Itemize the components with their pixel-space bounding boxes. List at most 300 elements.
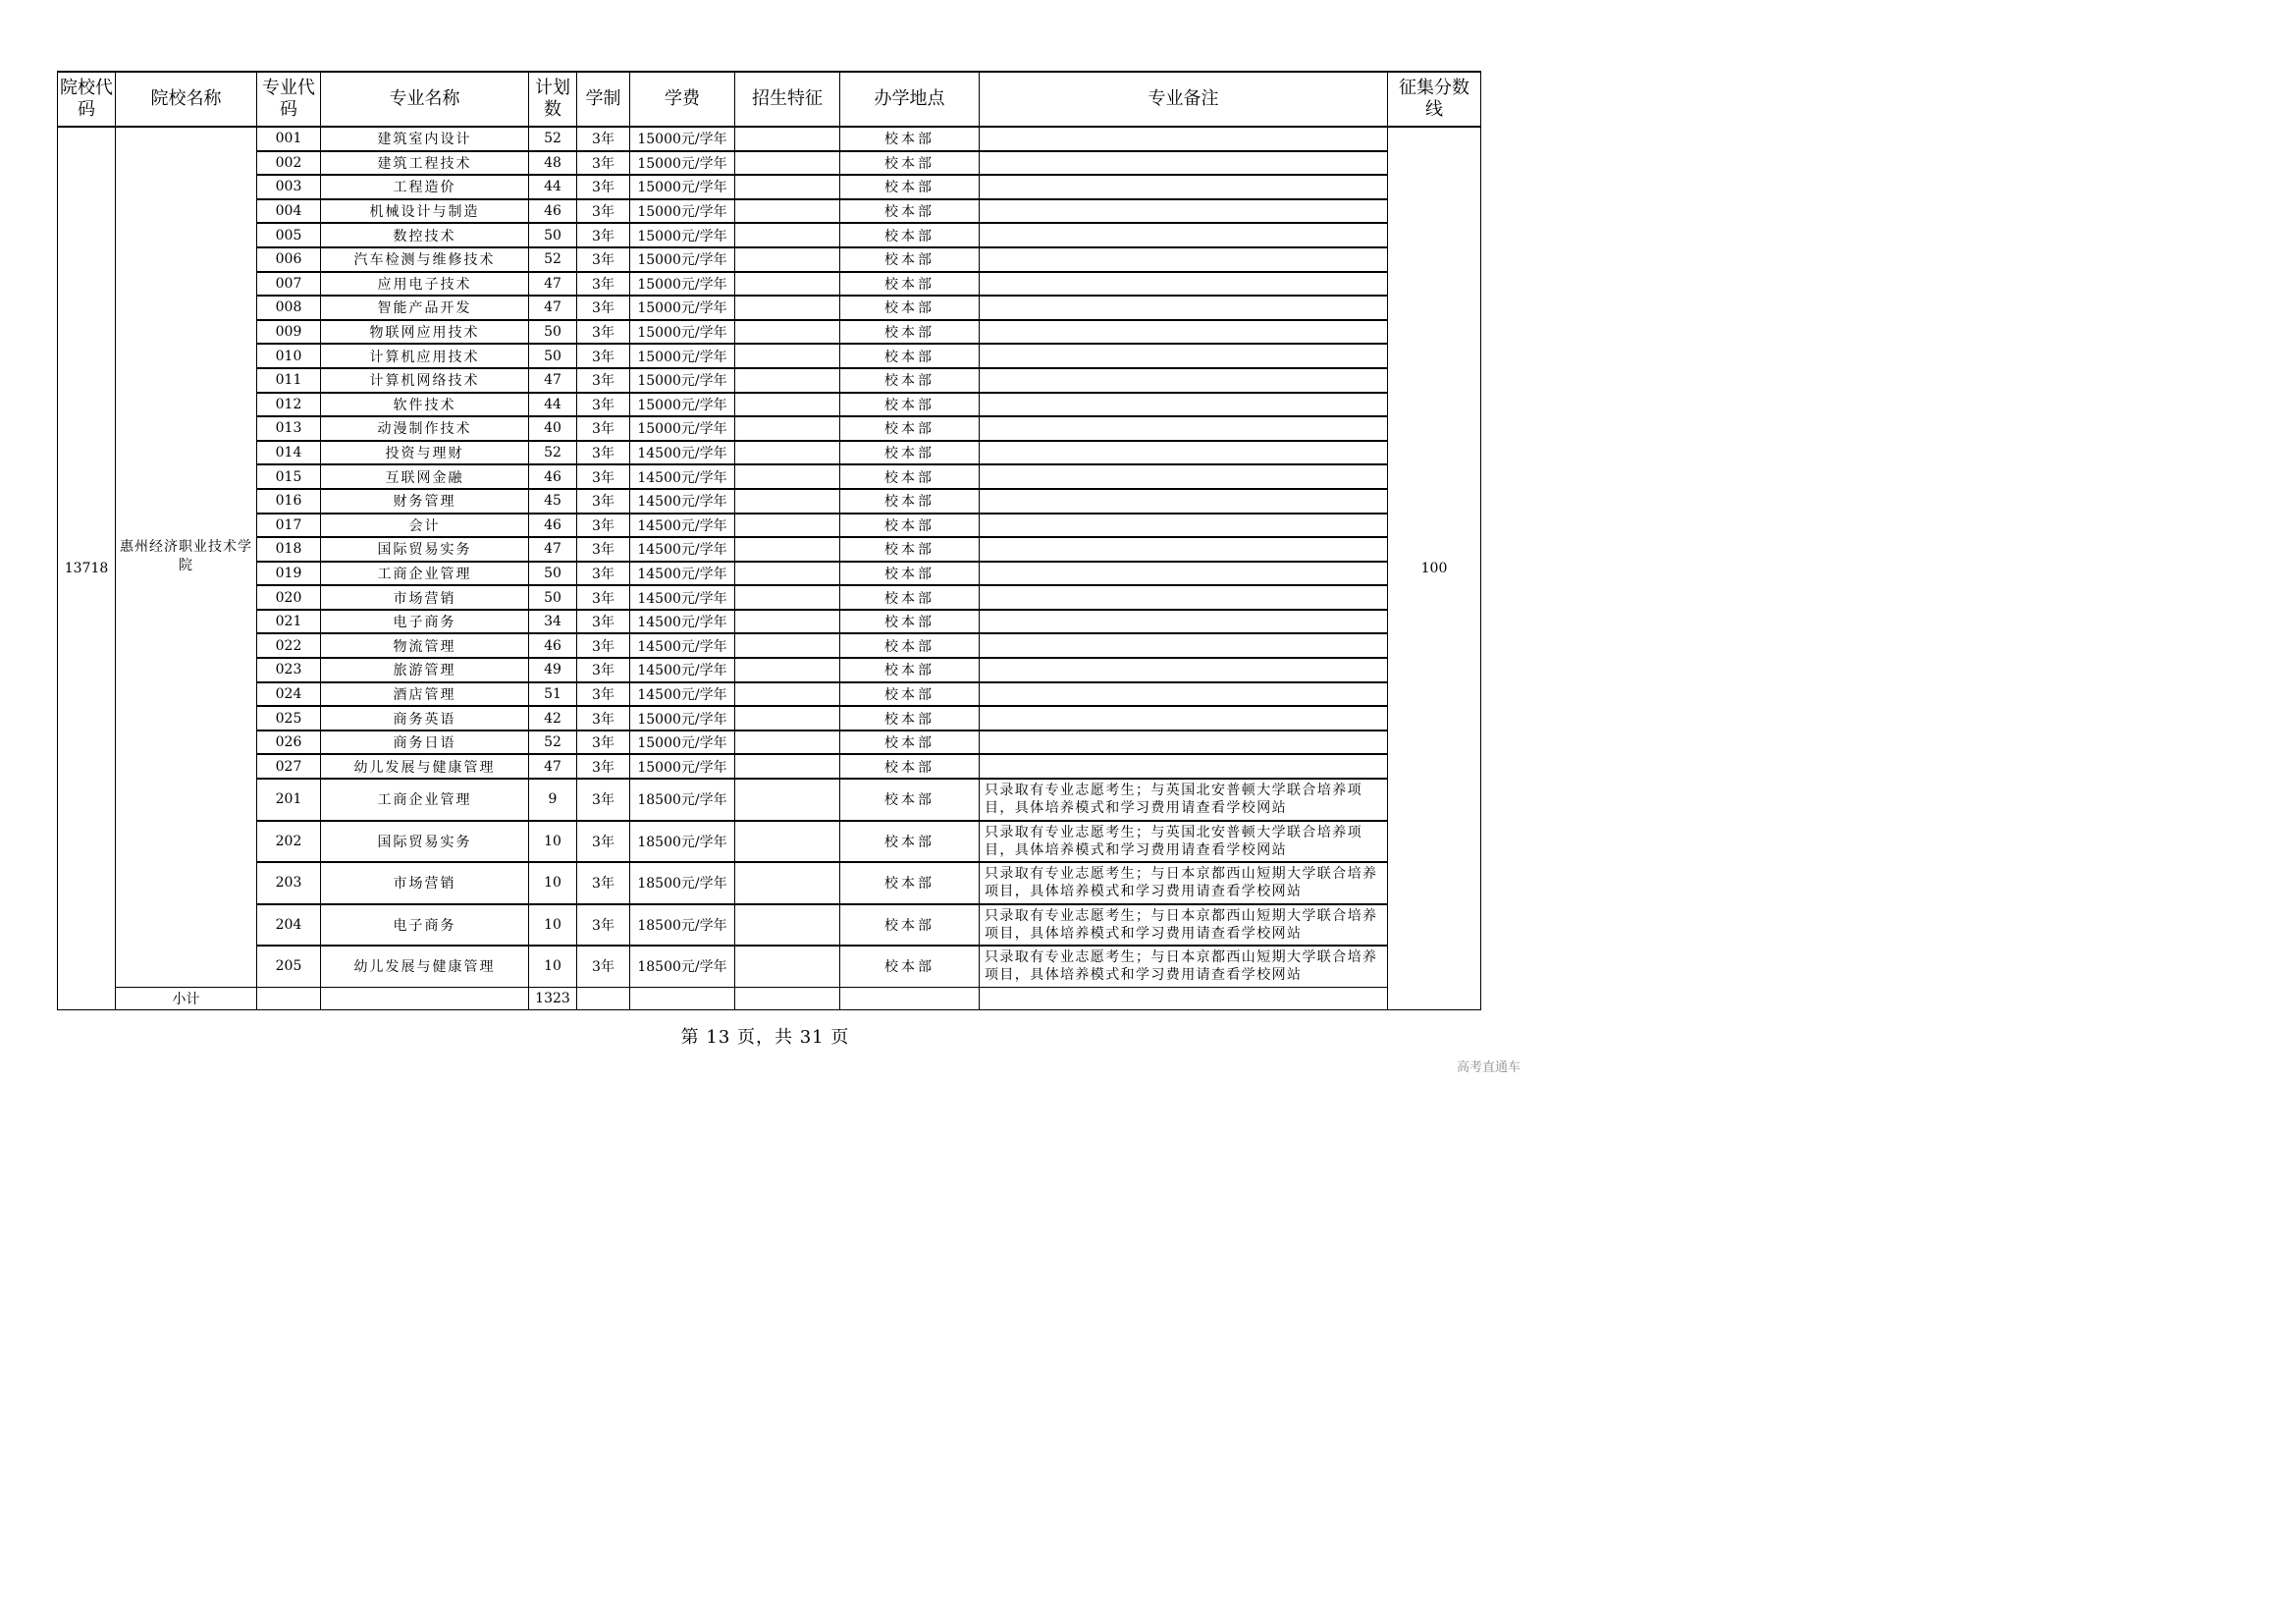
plan-cell: 9 bbox=[529, 779, 577, 821]
remark-cell bbox=[980, 682, 1388, 707]
table-row bbox=[58, 946, 1481, 987]
duration-cell: 3年 bbox=[577, 320, 630, 345]
major-name-cell: 财务管理 bbox=[321, 489, 529, 514]
location-cell: 校本部 bbox=[840, 779, 980, 821]
duration-cell: 3年 bbox=[577, 821, 630, 863]
plan-cell: 46 bbox=[529, 633, 577, 658]
plan-cell: 44 bbox=[529, 393, 577, 417]
major-name-cell: 国际贸易实务 bbox=[321, 821, 529, 863]
location-cell: 校本部 bbox=[840, 658, 980, 682]
duration-cell: 3年 bbox=[577, 489, 630, 514]
feature-cell bbox=[735, 754, 840, 779]
remark-cell bbox=[980, 175, 1388, 199]
duration-cell: 3年 bbox=[577, 393, 630, 417]
major-code-cell: 202 bbox=[257, 821, 321, 863]
location-cell: 校本部 bbox=[840, 441, 980, 465]
tuition-cell: 15000元/学年 bbox=[630, 127, 735, 151]
table-row bbox=[58, 610, 1481, 634]
duration-cell: 3年 bbox=[577, 754, 630, 779]
plan-cell: 47 bbox=[529, 368, 577, 393]
major-code-cell: 019 bbox=[257, 562, 321, 586]
location-cell: 校本部 bbox=[840, 393, 980, 417]
remark-cell bbox=[980, 514, 1388, 538]
remark-cell bbox=[980, 585, 1388, 610]
location-cell: 校本部 bbox=[840, 862, 980, 904]
major-code-cell: 021 bbox=[257, 610, 321, 634]
feature-cell bbox=[735, 946, 840, 987]
header-major-name: 专业名称 bbox=[321, 72, 529, 127]
remark-cell bbox=[980, 223, 1388, 247]
plan-cell: 52 bbox=[529, 441, 577, 465]
major-name-cell: 电子商务 bbox=[321, 610, 529, 634]
major-code-cell: 011 bbox=[257, 368, 321, 393]
major-code-cell: 026 bbox=[257, 731, 321, 755]
header-plan: 计划数 bbox=[529, 72, 577, 127]
duration-cell: 3年 bbox=[577, 904, 630, 947]
feature-cell bbox=[735, 821, 840, 863]
plan-cell: 10 bbox=[529, 821, 577, 863]
location-cell: 校本部 bbox=[840, 537, 980, 562]
plan-cell: 40 bbox=[529, 416, 577, 441]
major-code-cell: 005 bbox=[257, 223, 321, 247]
tuition-cell: 14500元/学年 bbox=[630, 537, 735, 562]
remark-cell bbox=[980, 633, 1388, 658]
remark-cell bbox=[980, 320, 1388, 345]
remark-cell bbox=[980, 393, 1388, 417]
feature-cell bbox=[735, 514, 840, 538]
major-name-cell: 智能产品开发 bbox=[321, 296, 529, 320]
table-row bbox=[58, 731, 1481, 755]
feature-cell bbox=[735, 416, 840, 441]
tuition-cell: 18500元/学年 bbox=[630, 862, 735, 904]
plan-cell: 47 bbox=[529, 296, 577, 320]
table-row bbox=[58, 562, 1481, 586]
major-name-cell: 建筑室内设计 bbox=[321, 127, 529, 151]
duration-cell: 3年 bbox=[577, 344, 630, 368]
table-row bbox=[58, 416, 1481, 441]
duration-cell: 3年 bbox=[577, 223, 630, 247]
major-code-cell: 012 bbox=[257, 393, 321, 417]
major-code-cell: 020 bbox=[257, 585, 321, 610]
major-code-cell: 022 bbox=[257, 633, 321, 658]
duration-cell: 3年 bbox=[577, 537, 630, 562]
duration-cell: 3年 bbox=[577, 151, 630, 176]
tuition-cell: 14500元/学年 bbox=[630, 682, 735, 707]
feature-cell bbox=[735, 464, 840, 489]
location-cell: 校本部 bbox=[840, 731, 980, 755]
location-cell: 校本部 bbox=[840, 127, 980, 151]
major-name-cell: 投资与理财 bbox=[321, 441, 529, 465]
plan-cell: 50 bbox=[529, 320, 577, 345]
plan-cell: 50 bbox=[529, 344, 577, 368]
table-row bbox=[58, 296, 1481, 320]
major-code-cell: 014 bbox=[257, 441, 321, 465]
table-row bbox=[58, 464, 1481, 489]
duration-cell: 3年 bbox=[577, 416, 630, 441]
plan-cell: 47 bbox=[529, 272, 577, 297]
remark-cell bbox=[980, 706, 1388, 731]
location-cell: 校本部 bbox=[840, 610, 980, 634]
tuition-cell: 14500元/学年 bbox=[630, 633, 735, 658]
header-major-code: 专业代码 bbox=[257, 72, 321, 127]
duration-cell: 3年 bbox=[577, 633, 630, 658]
feature-cell bbox=[735, 223, 840, 247]
plan-cell: 10 bbox=[529, 862, 577, 904]
table-row bbox=[58, 127, 1481, 151]
major-name-cell: 互联网金融 bbox=[321, 464, 529, 489]
remark-cell: 只录取有专业志愿考生；与英国北安普顿大学联合培养项目，具体培养模式和学习费用请查看学校网站 bbox=[980, 779, 1388, 821]
major-code-cell: 002 bbox=[257, 151, 321, 176]
duration-cell: 3年 bbox=[577, 731, 630, 755]
tuition-cell: 15000元/学年 bbox=[630, 247, 735, 272]
table-row bbox=[58, 393, 1481, 417]
major-name-cell: 建筑工程技术 bbox=[321, 151, 529, 176]
feature-cell bbox=[735, 658, 840, 682]
feature-cell bbox=[735, 272, 840, 297]
major-code-cell: 018 bbox=[257, 537, 321, 562]
duration-cell: 3年 bbox=[577, 682, 630, 707]
duration-cell: 3年 bbox=[577, 610, 630, 634]
major-code-cell: 025 bbox=[257, 706, 321, 731]
feature-cell bbox=[735, 247, 840, 272]
feature-cell bbox=[735, 393, 840, 417]
table-row bbox=[58, 151, 1481, 176]
location-cell: 校本部 bbox=[840, 946, 980, 987]
table-row bbox=[58, 682, 1481, 707]
duration-cell: 3年 bbox=[577, 127, 630, 151]
major-code-cell: 013 bbox=[257, 416, 321, 441]
location-cell: 校本部 bbox=[840, 464, 980, 489]
location-cell: 校本部 bbox=[840, 416, 980, 441]
major-code-cell: 008 bbox=[257, 296, 321, 320]
location-cell: 校本部 bbox=[840, 223, 980, 247]
duration-cell: 3年 bbox=[577, 368, 630, 393]
major-code-cell: 203 bbox=[257, 862, 321, 904]
plan-cell: 45 bbox=[529, 489, 577, 514]
feature-cell bbox=[735, 344, 840, 368]
major-name-cell: 电子商务 bbox=[321, 904, 529, 947]
major-name-cell: 汽车检测与维修技术 bbox=[321, 247, 529, 272]
major-name-cell: 工程造价 bbox=[321, 175, 529, 199]
major-code-cell: 017 bbox=[257, 514, 321, 538]
duration-cell: 3年 bbox=[577, 441, 630, 465]
major-code-cell: 016 bbox=[257, 489, 321, 514]
tuition-cell: 18500元/学年 bbox=[630, 779, 735, 821]
location-cell: 校本部 bbox=[840, 706, 980, 731]
remark-cell bbox=[980, 562, 1388, 586]
location-cell: 校本部 bbox=[840, 821, 980, 863]
duration-cell: 3年 bbox=[577, 706, 630, 731]
remark-cell: 只录取有专业志愿考生；与日本京都西山短期大学联合培养项目，具体培养模式和学习费用请查看学校网站 bbox=[980, 862, 1388, 904]
duration-cell: 3年 bbox=[577, 296, 630, 320]
feature-cell bbox=[735, 862, 840, 904]
remark-cell bbox=[980, 296, 1388, 320]
plan-cell: 46 bbox=[529, 514, 577, 538]
tuition-cell: 14500元/学年 bbox=[630, 489, 735, 514]
major-code-cell: 024 bbox=[257, 682, 321, 707]
admission-table bbox=[57, 71, 1481, 1010]
feature-cell bbox=[735, 731, 840, 755]
remark-cell bbox=[980, 441, 1388, 465]
feature-cell bbox=[735, 562, 840, 586]
location-cell: 校本部 bbox=[840, 151, 980, 176]
plan-cell: 42 bbox=[529, 706, 577, 731]
major-name-cell: 工商企业管理 bbox=[321, 779, 529, 821]
duration-cell: 3年 bbox=[577, 464, 630, 489]
duration-cell: 3年 bbox=[577, 658, 630, 682]
table-row bbox=[58, 320, 1481, 345]
major-code-cell: 023 bbox=[257, 658, 321, 682]
feature-cell bbox=[735, 537, 840, 562]
remark-cell bbox=[980, 658, 1388, 682]
location-cell: 校本部 bbox=[840, 904, 980, 947]
major-name-cell: 计算机网络技术 bbox=[321, 368, 529, 393]
tuition-cell: 15000元/学年 bbox=[630, 393, 735, 417]
remark-cell bbox=[980, 754, 1388, 779]
table-row bbox=[58, 706, 1481, 731]
remark-cell bbox=[980, 368, 1388, 393]
tuition-cell: 15000元/学年 bbox=[630, 344, 735, 368]
location-cell: 校本部 bbox=[840, 682, 980, 707]
min-score-cell: 100 bbox=[1388, 127, 1481, 1009]
location-cell: 校本部 bbox=[840, 320, 980, 345]
remark-cell bbox=[980, 537, 1388, 562]
table-row bbox=[58, 537, 1481, 562]
feature-cell bbox=[735, 633, 840, 658]
table-row bbox=[58, 862, 1481, 904]
plan-cell: 48 bbox=[529, 151, 577, 176]
table-row bbox=[58, 489, 1481, 514]
header-school-name: 院校名称 bbox=[116, 72, 257, 127]
feature-cell bbox=[735, 904, 840, 947]
plan-cell: 34 bbox=[529, 610, 577, 634]
feature-cell bbox=[735, 199, 840, 224]
table-row bbox=[58, 247, 1481, 272]
subtotal-location bbox=[840, 987, 980, 1009]
subtotal-feature bbox=[735, 987, 840, 1009]
feature-cell bbox=[735, 127, 840, 151]
feature-cell bbox=[735, 706, 840, 731]
major-name-cell: 幼儿发展与健康管理 bbox=[321, 946, 529, 987]
duration-cell: 3年 bbox=[577, 175, 630, 199]
feature-cell bbox=[735, 320, 840, 345]
duration-cell: 3年 bbox=[577, 272, 630, 297]
subtotal-major-name bbox=[321, 987, 529, 1009]
tuition-cell: 15000元/学年 bbox=[630, 272, 735, 297]
duration-cell: 3年 bbox=[577, 779, 630, 821]
tuition-cell: 15000元/学年 bbox=[630, 416, 735, 441]
remark-cell bbox=[980, 127, 1388, 151]
tuition-cell: 18500元/学年 bbox=[630, 946, 735, 987]
plan-cell: 10 bbox=[529, 904, 577, 947]
tuition-cell: 14500元/学年 bbox=[630, 464, 735, 489]
major-name-cell: 会计 bbox=[321, 514, 529, 538]
major-name-cell: 计算机应用技术 bbox=[321, 344, 529, 368]
duration-cell: 3年 bbox=[577, 199, 630, 224]
major-code-cell: 015 bbox=[257, 464, 321, 489]
duration-cell: 3年 bbox=[577, 562, 630, 586]
location-cell: 校本部 bbox=[840, 754, 980, 779]
header-remark: 专业备注 bbox=[980, 72, 1388, 127]
feature-cell bbox=[735, 368, 840, 393]
remark-cell bbox=[980, 416, 1388, 441]
plan-cell: 52 bbox=[529, 247, 577, 272]
plan-cell: 51 bbox=[529, 682, 577, 707]
tuition-cell: 14500元/学年 bbox=[630, 610, 735, 634]
major-code-cell: 009 bbox=[257, 320, 321, 345]
major-name-cell: 商务英语 bbox=[321, 706, 529, 731]
subtotal-major-code bbox=[257, 987, 321, 1009]
subtotal-tuition bbox=[630, 987, 735, 1009]
remark-cell bbox=[980, 247, 1388, 272]
major-code-cell: 204 bbox=[257, 904, 321, 947]
tuition-cell: 15000元/学年 bbox=[630, 368, 735, 393]
table-row bbox=[58, 223, 1481, 247]
feature-cell bbox=[735, 779, 840, 821]
location-cell: 校本部 bbox=[840, 489, 980, 514]
remark-cell bbox=[980, 272, 1388, 297]
header-location: 办学地点 bbox=[840, 72, 980, 127]
header-duration: 学制 bbox=[577, 72, 630, 127]
major-name-cell: 旅游管理 bbox=[321, 658, 529, 682]
header-feature: 招生特征 bbox=[735, 72, 840, 127]
location-cell: 校本部 bbox=[840, 247, 980, 272]
header-row bbox=[58, 72, 1481, 127]
remark-cell bbox=[980, 199, 1388, 224]
plan-cell: 44 bbox=[529, 175, 577, 199]
location-cell: 校本部 bbox=[840, 633, 980, 658]
plan-cell: 47 bbox=[529, 537, 577, 562]
tuition-cell: 15000元/学年 bbox=[630, 223, 735, 247]
location-cell: 校本部 bbox=[840, 175, 980, 199]
plan-cell: 49 bbox=[529, 658, 577, 682]
plan-cell: 52 bbox=[529, 731, 577, 755]
duration-cell: 3年 bbox=[577, 514, 630, 538]
tuition-cell: 14500元/学年 bbox=[630, 441, 735, 465]
feature-cell bbox=[735, 610, 840, 634]
table-row bbox=[58, 441, 1481, 465]
major-code-cell: 007 bbox=[257, 272, 321, 297]
feature-cell bbox=[735, 296, 840, 320]
location-cell: 校本部 bbox=[840, 585, 980, 610]
subtotal-row bbox=[58, 987, 1481, 1009]
remark-cell bbox=[980, 610, 1388, 634]
major-name-cell: 应用电子技术 bbox=[321, 272, 529, 297]
location-cell: 校本部 bbox=[840, 562, 980, 586]
table-row bbox=[58, 904, 1481, 947]
table-row bbox=[58, 658, 1481, 682]
remark-cell bbox=[980, 344, 1388, 368]
plan-cell: 50 bbox=[529, 562, 577, 586]
subtotal-label: 小计 bbox=[116, 987, 257, 1009]
major-name-cell: 软件技术 bbox=[321, 393, 529, 417]
major-name-cell: 幼儿发展与健康管理 bbox=[321, 754, 529, 779]
tuition-cell: 15000元/学年 bbox=[630, 706, 735, 731]
table-row bbox=[58, 779, 1481, 821]
major-code-cell: 003 bbox=[257, 175, 321, 199]
tuition-cell: 18500元/学年 bbox=[630, 821, 735, 863]
major-name-cell: 数控技术 bbox=[321, 223, 529, 247]
major-code-cell: 006 bbox=[257, 247, 321, 272]
major-name-cell: 国际贸易实务 bbox=[321, 537, 529, 562]
subtotal-plan: 1323 bbox=[529, 987, 577, 1009]
major-name-cell: 商务日语 bbox=[321, 731, 529, 755]
location-cell: 校本部 bbox=[840, 344, 980, 368]
major-name-cell: 物流管理 bbox=[321, 633, 529, 658]
major-name-cell: 市场营销 bbox=[321, 585, 529, 610]
school-name-cell: 惠州经济职业技术学院 bbox=[116, 127, 257, 987]
major-name-cell: 机械设计与制造 bbox=[321, 199, 529, 224]
tuition-cell: 18500元/学年 bbox=[630, 904, 735, 947]
remark-cell bbox=[980, 464, 1388, 489]
location-cell: 校本部 bbox=[840, 272, 980, 297]
table-row bbox=[58, 368, 1481, 393]
table-row bbox=[58, 175, 1481, 199]
table-row bbox=[58, 514, 1481, 538]
feature-cell bbox=[735, 489, 840, 514]
watermark: 高考直通车 bbox=[1456, 1060, 1521, 1075]
tuition-cell: 15000元/学年 bbox=[630, 151, 735, 176]
tuition-cell: 15000元/学年 bbox=[630, 175, 735, 199]
duration-cell: 3年 bbox=[577, 247, 630, 272]
plan-cell: 50 bbox=[529, 585, 577, 610]
table-body bbox=[58, 127, 1481, 1009]
plan-cell: 10 bbox=[529, 946, 577, 987]
tuition-cell: 15000元/学年 bbox=[630, 320, 735, 345]
subtotal-remark bbox=[980, 987, 1388, 1009]
page-footer: 第 13 页，共 31 页 bbox=[680, 1027, 850, 1048]
remark-cell bbox=[980, 489, 1388, 514]
tuition-cell: 15000元/学年 bbox=[630, 296, 735, 320]
duration-cell: 3年 bbox=[577, 862, 630, 904]
table-row bbox=[58, 272, 1481, 297]
table-row bbox=[58, 754, 1481, 779]
plan-cell: 46 bbox=[529, 199, 577, 224]
tuition-cell: 14500元/学年 bbox=[630, 562, 735, 586]
major-name-cell: 酒店管理 bbox=[321, 682, 529, 707]
tuition-cell: 15000元/学年 bbox=[630, 731, 735, 755]
feature-cell bbox=[735, 441, 840, 465]
major-name-cell: 物联网应用技术 bbox=[321, 320, 529, 345]
major-code-cell: 001 bbox=[257, 127, 321, 151]
remark-cell bbox=[980, 731, 1388, 755]
major-name-cell: 动漫制作技术 bbox=[321, 416, 529, 441]
feature-cell bbox=[735, 151, 840, 176]
plan-cell: 47 bbox=[529, 754, 577, 779]
duration-cell: 3年 bbox=[577, 585, 630, 610]
school-code-cell: 13718 bbox=[58, 127, 116, 1009]
subtotal-duration bbox=[577, 987, 630, 1009]
table-row bbox=[58, 633, 1481, 658]
remark-cell: 只录取有专业志愿考生；与英国北安普顿大学联合培养项目，具体培养模式和学习费用请查看学校网站 bbox=[980, 821, 1388, 863]
location-cell: 校本部 bbox=[840, 296, 980, 320]
tuition-cell: 15000元/学年 bbox=[630, 754, 735, 779]
header-min-score: 征集分数线 bbox=[1388, 72, 1481, 127]
major-code-cell: 010 bbox=[257, 344, 321, 368]
feature-cell bbox=[735, 175, 840, 199]
major-code-cell: 201 bbox=[257, 779, 321, 821]
table-row bbox=[58, 344, 1481, 368]
table-row bbox=[58, 585, 1481, 610]
major-code-cell: 004 bbox=[257, 199, 321, 224]
location-cell: 校本部 bbox=[840, 514, 980, 538]
major-code-cell: 205 bbox=[257, 946, 321, 987]
major-name-cell: 市场营销 bbox=[321, 862, 529, 904]
plan-cell: 46 bbox=[529, 464, 577, 489]
tuition-cell: 15000元/学年 bbox=[630, 199, 735, 224]
table-row bbox=[58, 199, 1481, 224]
plan-cell: 52 bbox=[529, 127, 577, 151]
